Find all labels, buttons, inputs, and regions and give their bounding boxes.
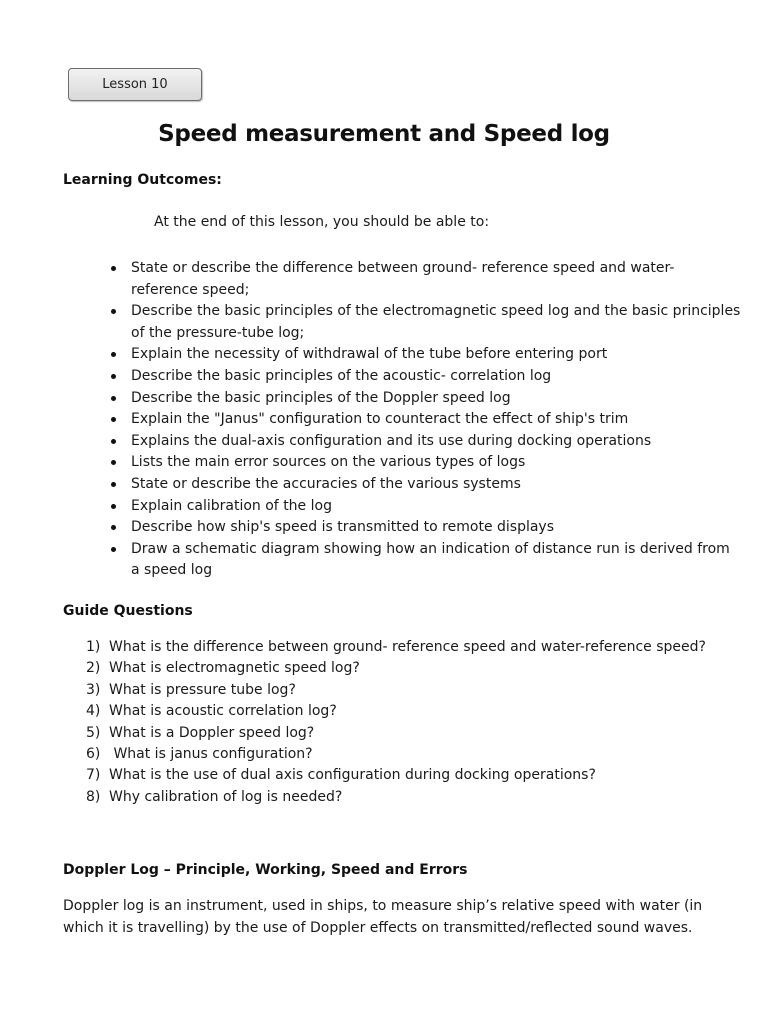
doppler-paragraph: Doppler log is an instrument, used in ships, to measure ship’s relative speed with water (in which it is travelling) by the use of Doppler effects on transmitted/reflected sound waves. (63, 898, 703, 936)
list-item (86, 637, 726, 658)
question-number: 3) (86, 681, 101, 698)
list-item: Draw a schematic diagram showing how an indication of distance run is derived from a speed log (131, 539, 741, 582)
lesson-badge-label: Lesson 10 (102, 77, 168, 92)
question-text: What is the difference between ground- reference speed and water-reference speed? (109, 639, 706, 655)
question-number: 4) (86, 703, 101, 720)
list-item (86, 723, 726, 744)
question-number: 1) (86, 639, 101, 655)
list-item: Explain calibration of the log (131, 496, 741, 518)
list-item: State or describe the difference between ground- reference speed and water-reference speed; (131, 258, 741, 301)
list-item (86, 701, 726, 722)
list-item (86, 680, 726, 701)
doppler-section-heading: Doppler Log – Principle, Working, Speed and Errors (63, 862, 468, 878)
learning-outcomes-heading: Learning Outcomes: (63, 172, 222, 188)
question-number: 8) (86, 788, 101, 805)
list-item: Describe how ship's speed is transmitted to remote displays (131, 517, 741, 539)
question-number: 2) (86, 660, 101, 677)
question-text: What is electromagnetic speed log? (109, 660, 360, 677)
question-text: What is pressure tube log? (109, 681, 296, 698)
list-item: State or describe the accuracies of the various systems (131, 474, 741, 496)
list-item (86, 765, 726, 786)
list-item (86, 658, 726, 679)
question-number: 5) (86, 724, 101, 741)
list-item: Explains the dual-axis configuration and its use during docking operations (131, 431, 741, 453)
list-item: Lists the main error sources on the various types of logs (131, 452, 741, 474)
list-item: Describe the basic principles of the electromagnetic speed log and the basic principles of the pressure-tube log; (131, 301, 741, 344)
guide-questions-list (86, 637, 726, 808)
question-text: What is janus configuration? (109, 746, 313, 763)
learning-outcomes-intro: At the end of this lesson, you should be able to: (154, 214, 490, 230)
question-number: 7) (86, 767, 101, 784)
list-item: Explain the "Janus" configuration to counteract the effect of ship's trim (131, 409, 741, 431)
list-item: Describe the basic principles of the Doppler speed log (131, 388, 741, 410)
guide-questions-heading: Guide Questions (63, 603, 193, 619)
page-title: Speed measurement and Speed log (158, 121, 610, 147)
question-text: What is the use of dual axis configuration during docking operations? (109, 767, 596, 784)
list-item: Describe the basic principles of the acoustic- correlation log (131, 366, 741, 388)
list-item (86, 787, 726, 808)
question-text: What is a Doppler speed log? (109, 724, 315, 741)
question-text: What is acoustic correlation log? (109, 703, 337, 720)
question-number: 6) (86, 746, 101, 763)
learning-outcomes-list (104, 258, 741, 582)
question-text: Why calibration of log is needed? (109, 788, 343, 805)
list-item: Explain the necessity of withdrawal of the tube before entering port (131, 344, 741, 366)
lesson-badge (68, 68, 202, 101)
list-item (86, 744, 726, 765)
